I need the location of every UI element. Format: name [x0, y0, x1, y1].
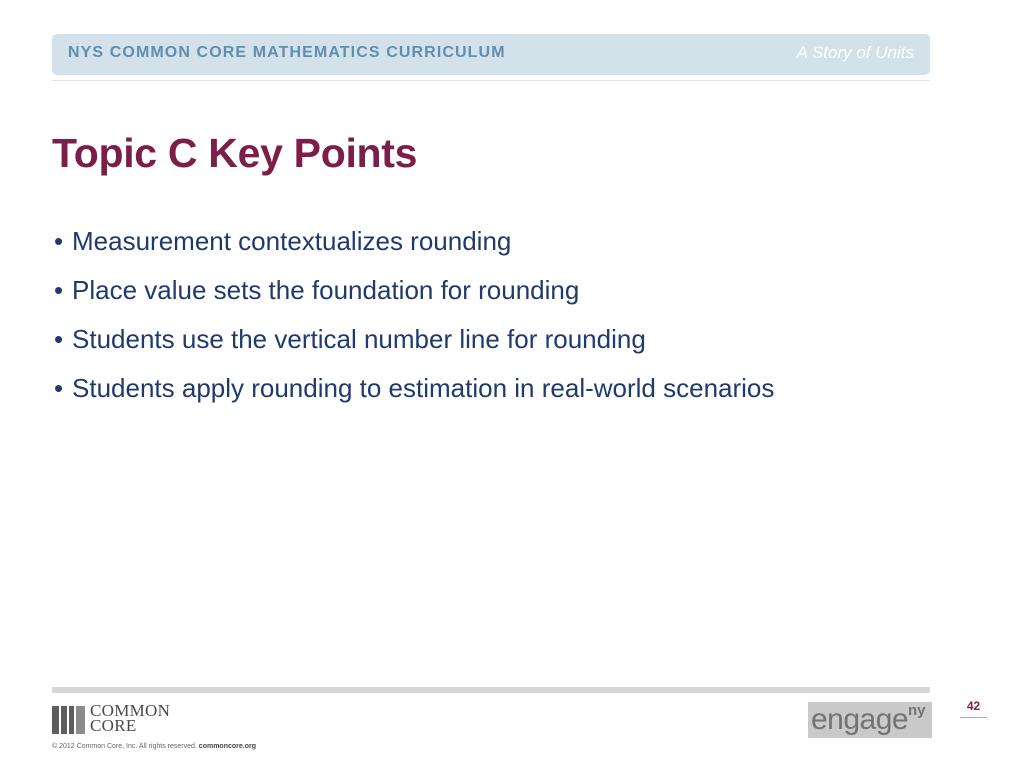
logo-line-2: CORE — [90, 716, 137, 735]
bullet-text: Place value sets the foundation for rounding — [72, 275, 580, 305]
bullet-icon: • — [54, 226, 64, 256]
slide-title: Topic C Key Points — [52, 130, 418, 176]
header-divider — [52, 80, 930, 81]
engage-wordmark: engage — [811, 703, 909, 736]
book-bars-icon — [52, 706, 86, 734]
bullet-item — [52, 271, 774, 320]
curriculum-title: NYS COMMON CORE MATHEMATICS CURRICULUM — [68, 44, 506, 61]
bullet-text: Students use the vertical number line for rounding — [72, 324, 646, 354]
bullet-list — [52, 222, 774, 418]
logo-line-1: COMMON — [90, 701, 171, 720]
page-number-underline — [960, 717, 987, 718]
engageny-logo — [808, 702, 932, 738]
bullet-text: Students apply rounding to estimation in real-world scenarios — [72, 373, 775, 403]
series-title: A Story of Units — [796, 43, 914, 62]
page-number: 42 — [966, 699, 981, 713]
bullet-icon: • — [54, 373, 64, 403]
bullet-icon: • — [54, 324, 64, 354]
copyright-text: © 2012 Common Core, Inc. All rights reserved. — [52, 743, 197, 750]
bullet-text: Measurement contextualizes rounding — [72, 226, 512, 256]
bullet-item — [52, 222, 774, 271]
footer-divider — [52, 687, 930, 693]
header-bar — [52, 34, 930, 75]
copyright-site: commoncore.org — [198, 743, 256, 750]
bullet-icon: • — [54, 275, 64, 305]
engage-ny-superscript: ny — [908, 702, 926, 719]
bullet-item — [52, 320, 774, 369]
bullet-item — [52, 369, 774, 418]
common-core-logo — [52, 703, 192, 739]
logo-wordmark — [90, 703, 170, 733]
copyright-notice — [52, 743, 256, 750]
